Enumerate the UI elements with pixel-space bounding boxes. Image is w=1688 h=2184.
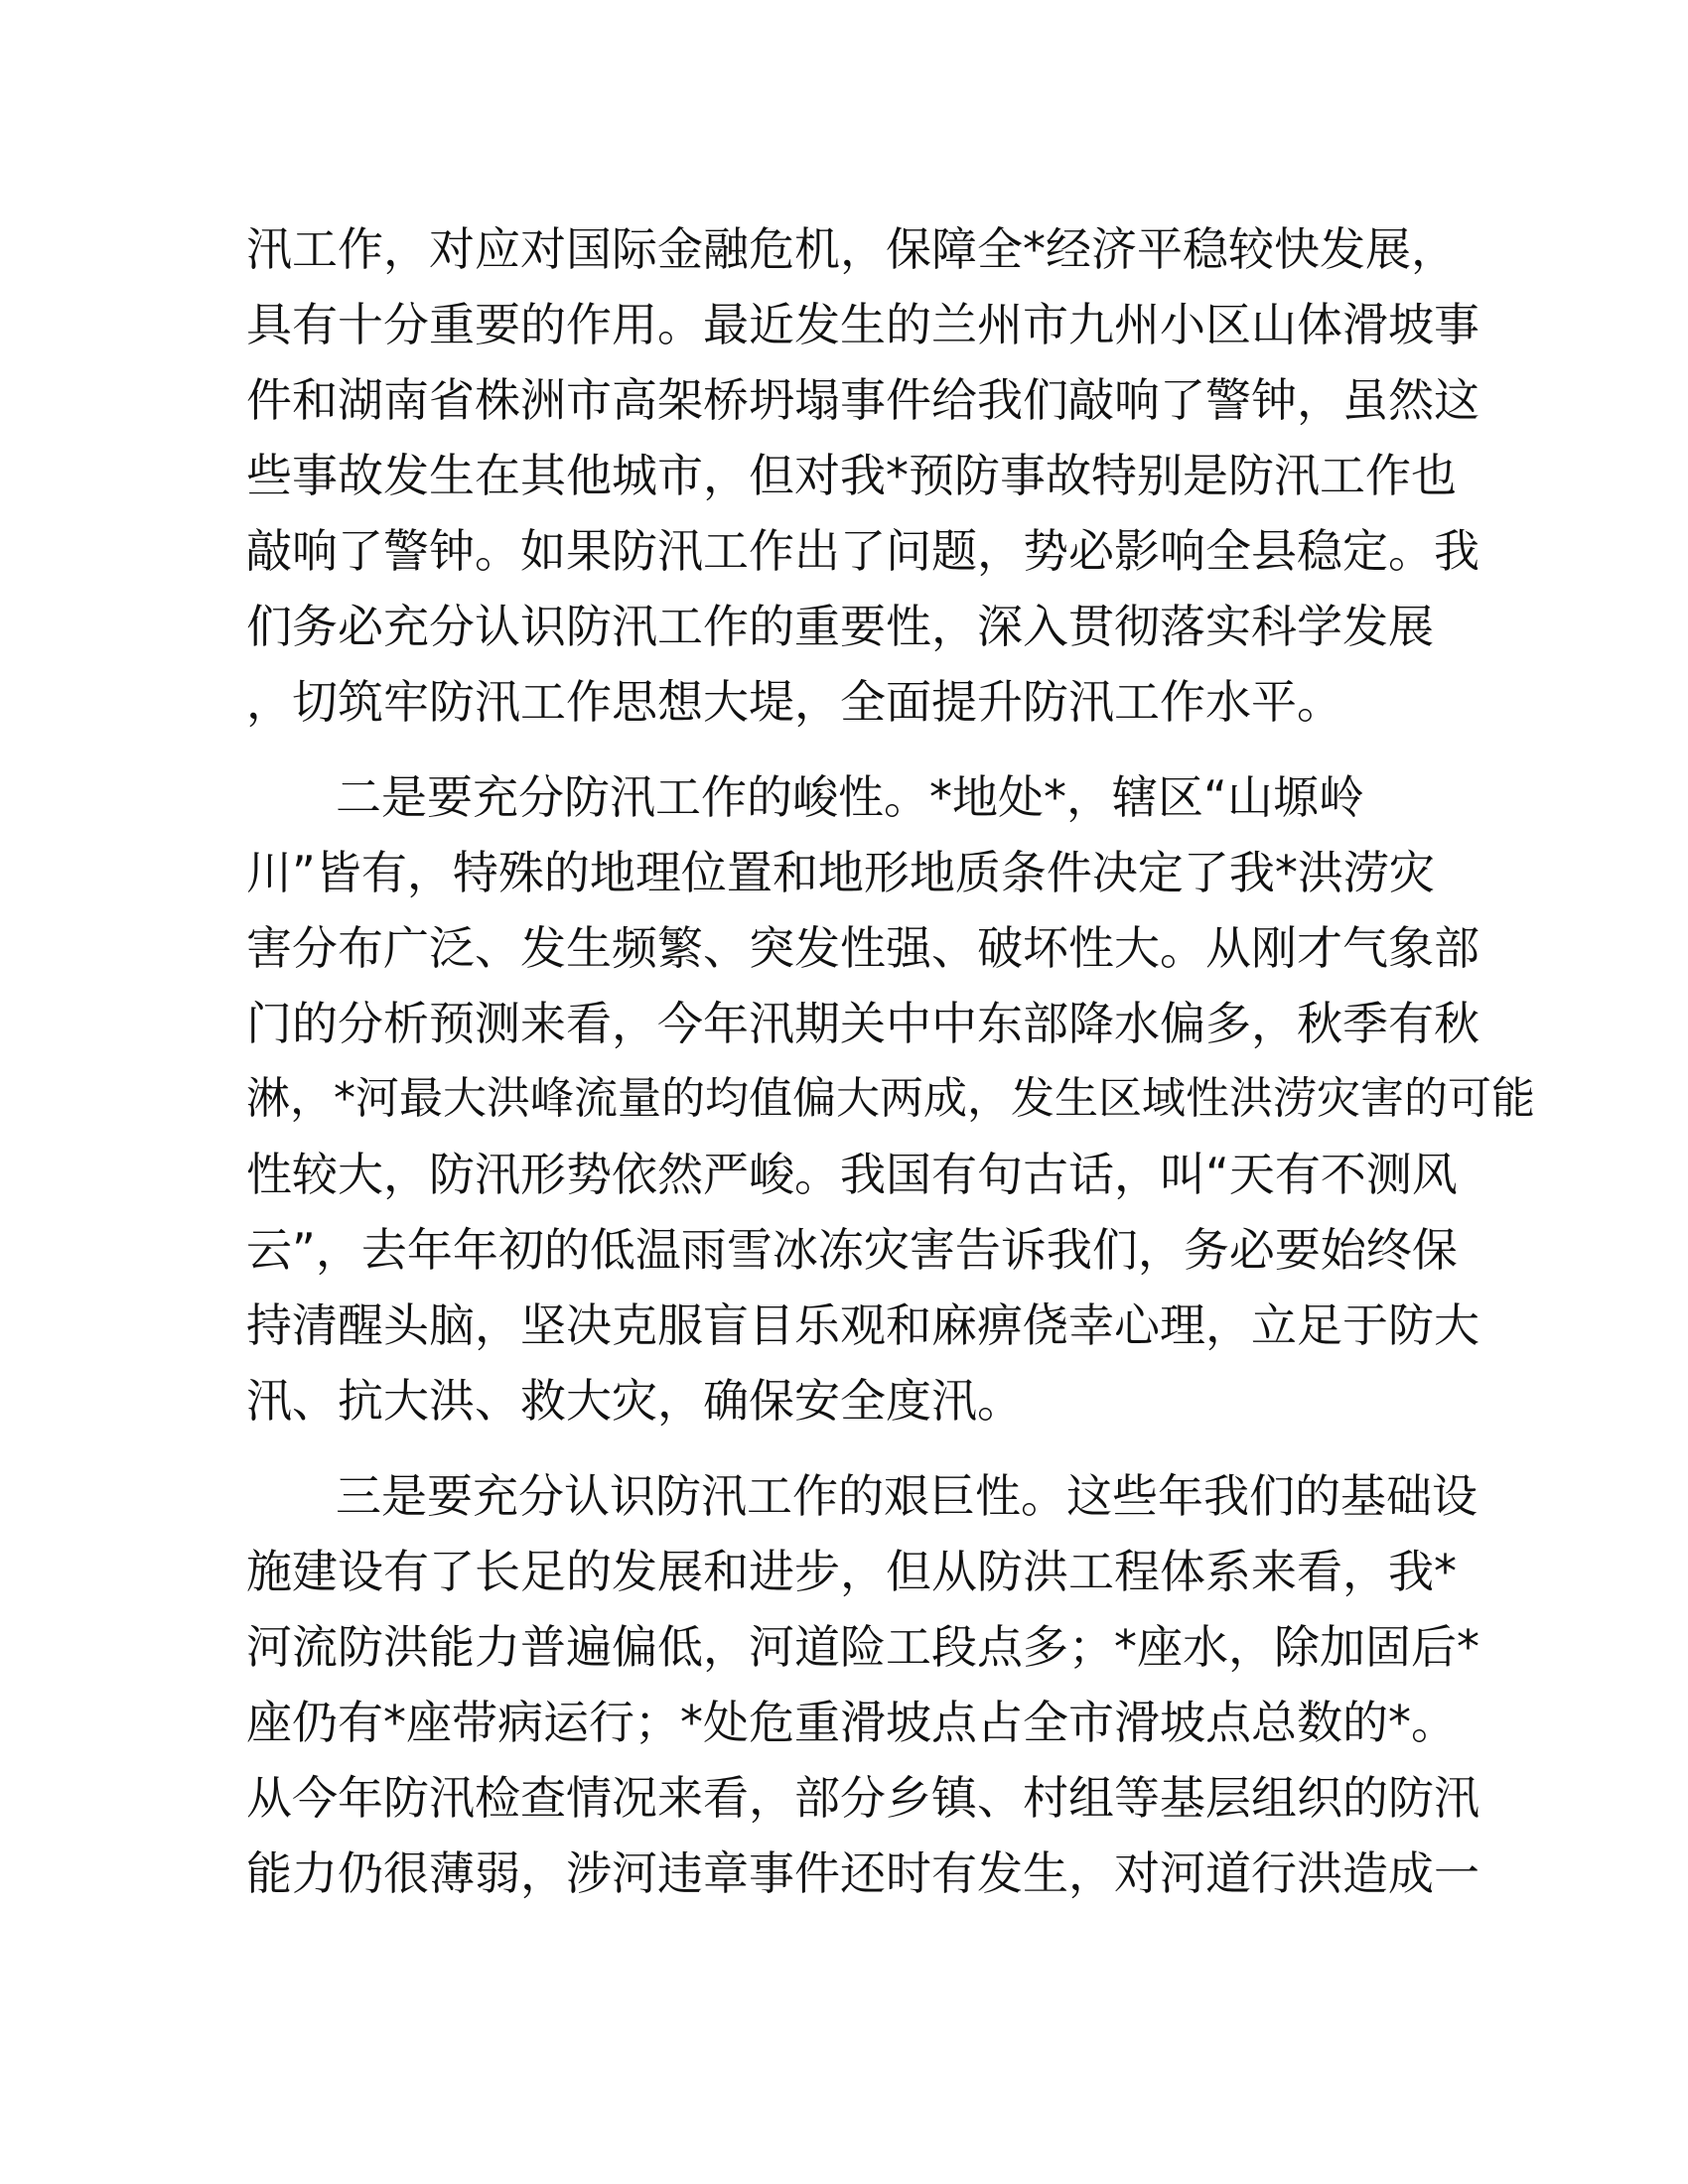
text-line: 敲响了警钟。如果防汛工作出了问题，势必影响全县稳定。我 [246,524,1479,578]
text-line: 施建设有了长足的发展和进步，但从防洪工程体系来看，我* [246,1545,1457,1598]
text-line: 河流防洪能力普遍偏低，河道险工段点多；*座水，除加固后* [246,1620,1479,1674]
text-line: 件和湖南省株洲市高架桥坍塌事件给我们敲响了警钟，虽然这 [246,373,1479,427]
text-line: 性较大，防汛形势依然严峻。我国有句古话，叫“天有不测风 [246,1148,1458,1201]
text-line: 汛、抗大洪、救大灾，确保安全度汛。 [246,1374,1023,1428]
text-line: 些事故发生在其他城市，但对我*预防事故特别是防汛工作也 [246,449,1457,502]
text-line: 能力仍很薄弱，涉河违章事件还时有发生，对河道行洪造成一 [246,1846,1479,1900]
text-line: 从今年防汛检查情况来看，部分乡镇、村组等基层组织的防汛 [246,1771,1479,1825]
text-line: 具有十分重要的作用。最近发生的兰州市九州小区山体滑坡事 [246,298,1479,351]
text-line: ，切筑牢防汛工作思想大堤，全面提升防汛工作水平。 [246,675,1342,729]
text-line: 云”，去年年初的低温雨雪冰冻灾害告诉我们，务必要始终保 [246,1223,1458,1277]
text-line: 座仍有*座带病运行；*处危重滑坡点占全市滑坡点总数的*。 [246,1696,1457,1749]
text-line: 汛工作，对应对国际金融危机，保障全*经济平稳较快发展， [246,222,1457,276]
text-line: 持清醒头脑，坚决克服盲目乐观和麻痹侥幸心理，立足于防大 [246,1298,1479,1352]
text-line: 害分布广泛、发生频繁、突发性强、破坏性大。从刚才气象部 [246,921,1479,975]
text-line: 们务必充分认识防汛工作的重要性，深入贯彻落实科学发展 [246,600,1434,653]
text-line: 门的分析预测来看，今年汛期关中中东部降水偏多，秋季有秋 [246,997,1479,1050]
text-line: 淋，*河最大洪峰流量的均值偏大两成，发生区域性洪涝灾害的可能 [246,1073,1535,1124]
paragraph-2-first-line: 二是要充分防汛工作的峻性。*地处*，辖区“山塬岭 [336,770,1364,824]
paragraph-3-first-line: 三是要充分认识防汛工作的艰巨性。这些年我们的基础设 [336,1469,1477,1523]
text-line: 川”皆有，特殊的地理位置和地形地质条件决定了我*洪涝灾 [246,846,1435,899]
